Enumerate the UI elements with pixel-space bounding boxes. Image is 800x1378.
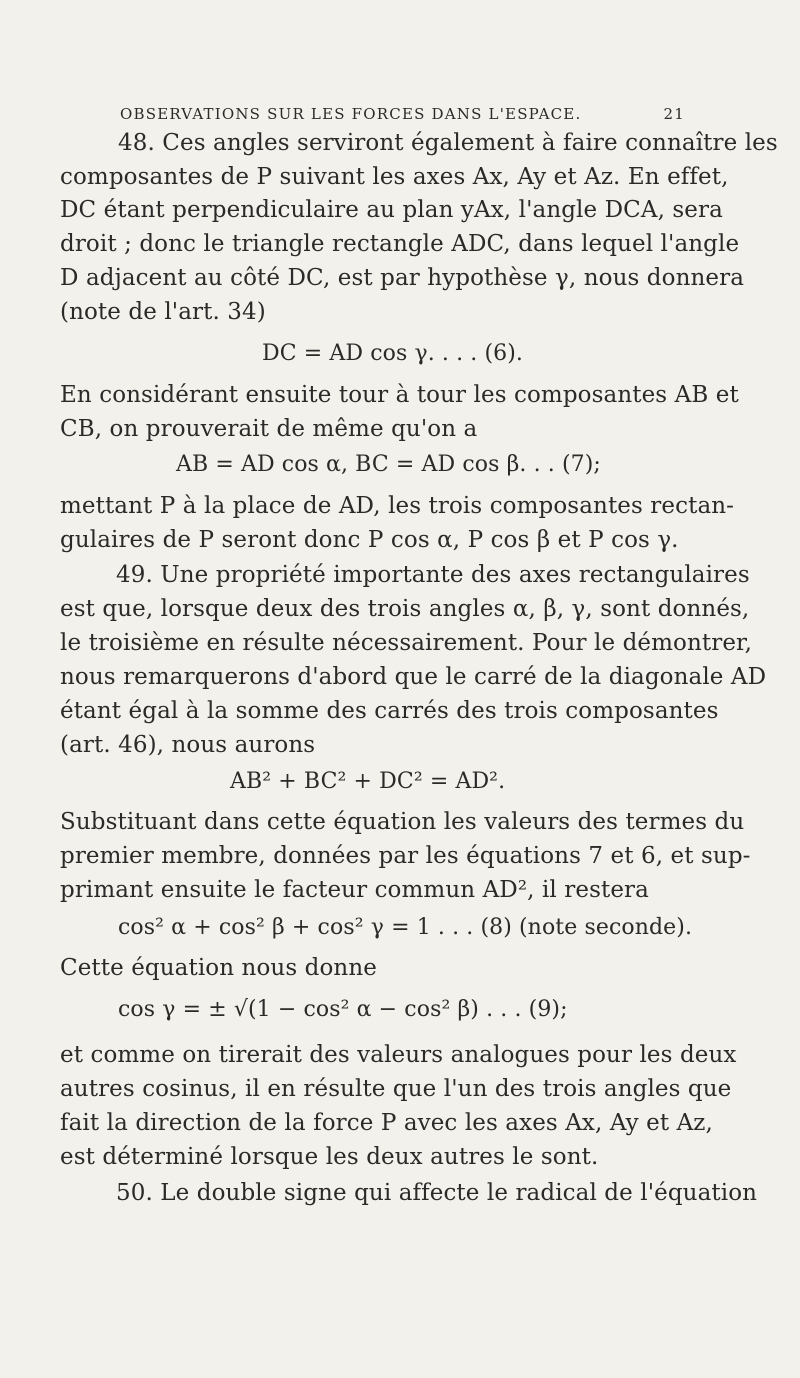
running-title: OBSERVATIONS SUR LES FORCES DANS L'ESPACE. [120,105,582,123]
text-line: premier membre, données par les équations 7 et 6, et sup- [60,843,751,869]
text-line: autres cosinus, il en résulte que l'un des trois angles que [60,1076,732,1102]
text-line: gulaires de P seront donc P cos α, P cos β et P cos γ. [60,527,679,553]
running-header [120,105,685,123]
text-line: est déterminé lorsque les deux autres le sont. [60,1144,599,1170]
text-line: mettant P à la place de AD, les trois composantes rectan- [60,493,735,519]
text-line: fait la direction de la force P avec les axes Ax, Ay et Az, [60,1110,713,1136]
text-line: primant ensuite le facteur commun AD², il restera [60,877,649,903]
equation-8: cos² α + cos² β + cos² γ = 1 . . . (8) (note seconde). [118,915,693,940]
text-line: composantes de P suivant les axes Ax, Ay et Az. En effet, [60,164,729,190]
text-line: étant égal à la somme des carrés des trois composantes [60,698,719,724]
equation-7: AB = AD cos α, BC = AD cos β. . . (7); [176,452,601,477]
equation-squares: AB² + BC² + DC² = AD². [230,769,506,794]
page-number: 21 [663,105,685,123]
text-line: 49. Une propriété importante des axes rectangulaires [116,562,750,588]
text-line: droit ; donc le triangle rectangle ADC, dans lequel l'angle [60,231,740,257]
equation-6: DC = AD cos γ. . . . (6). [262,341,524,366]
text-line: DC étant perpendiculaire au plan yAx, l'angle DCA, sera [60,197,723,223]
text-line: Substituant dans cette équation les valeurs des termes du [60,809,745,835]
text-line: est que, lorsque deux des trois angles α, β, γ, sont donnés, [60,596,750,622]
text-line: Cette équation nous donne [60,955,377,981]
equation-9: cos γ = ± √(1 − cos² α − cos² β) . . . (9); [118,997,568,1022]
text-line: D adjacent au côté DC, est par hypothèse γ, nous donnera [60,265,745,291]
text-line: et comme on tirerait des valeurs analogues pour les deux [60,1042,737,1068]
text-line: 48. Ces angles serviront également à faire connaître les [118,130,778,156]
text-line: (note de l'art. 34) [60,299,266,325]
text-line: 50. Le double signe qui affecte le radical de l'équation [116,1180,758,1206]
text-line: CB, on prouverait de même qu'on a [60,416,478,442]
text-line: nous remarquerons d'abord que le carré de la diagonale AD [60,664,767,690]
text-line: (art. 46), nous aurons [60,732,316,758]
text-line: le troisième en résulte nécessairement. Pour le démontrer, [60,630,753,656]
text-line: En considérant ensuite tour à tour les composantes AB et [60,382,739,408]
